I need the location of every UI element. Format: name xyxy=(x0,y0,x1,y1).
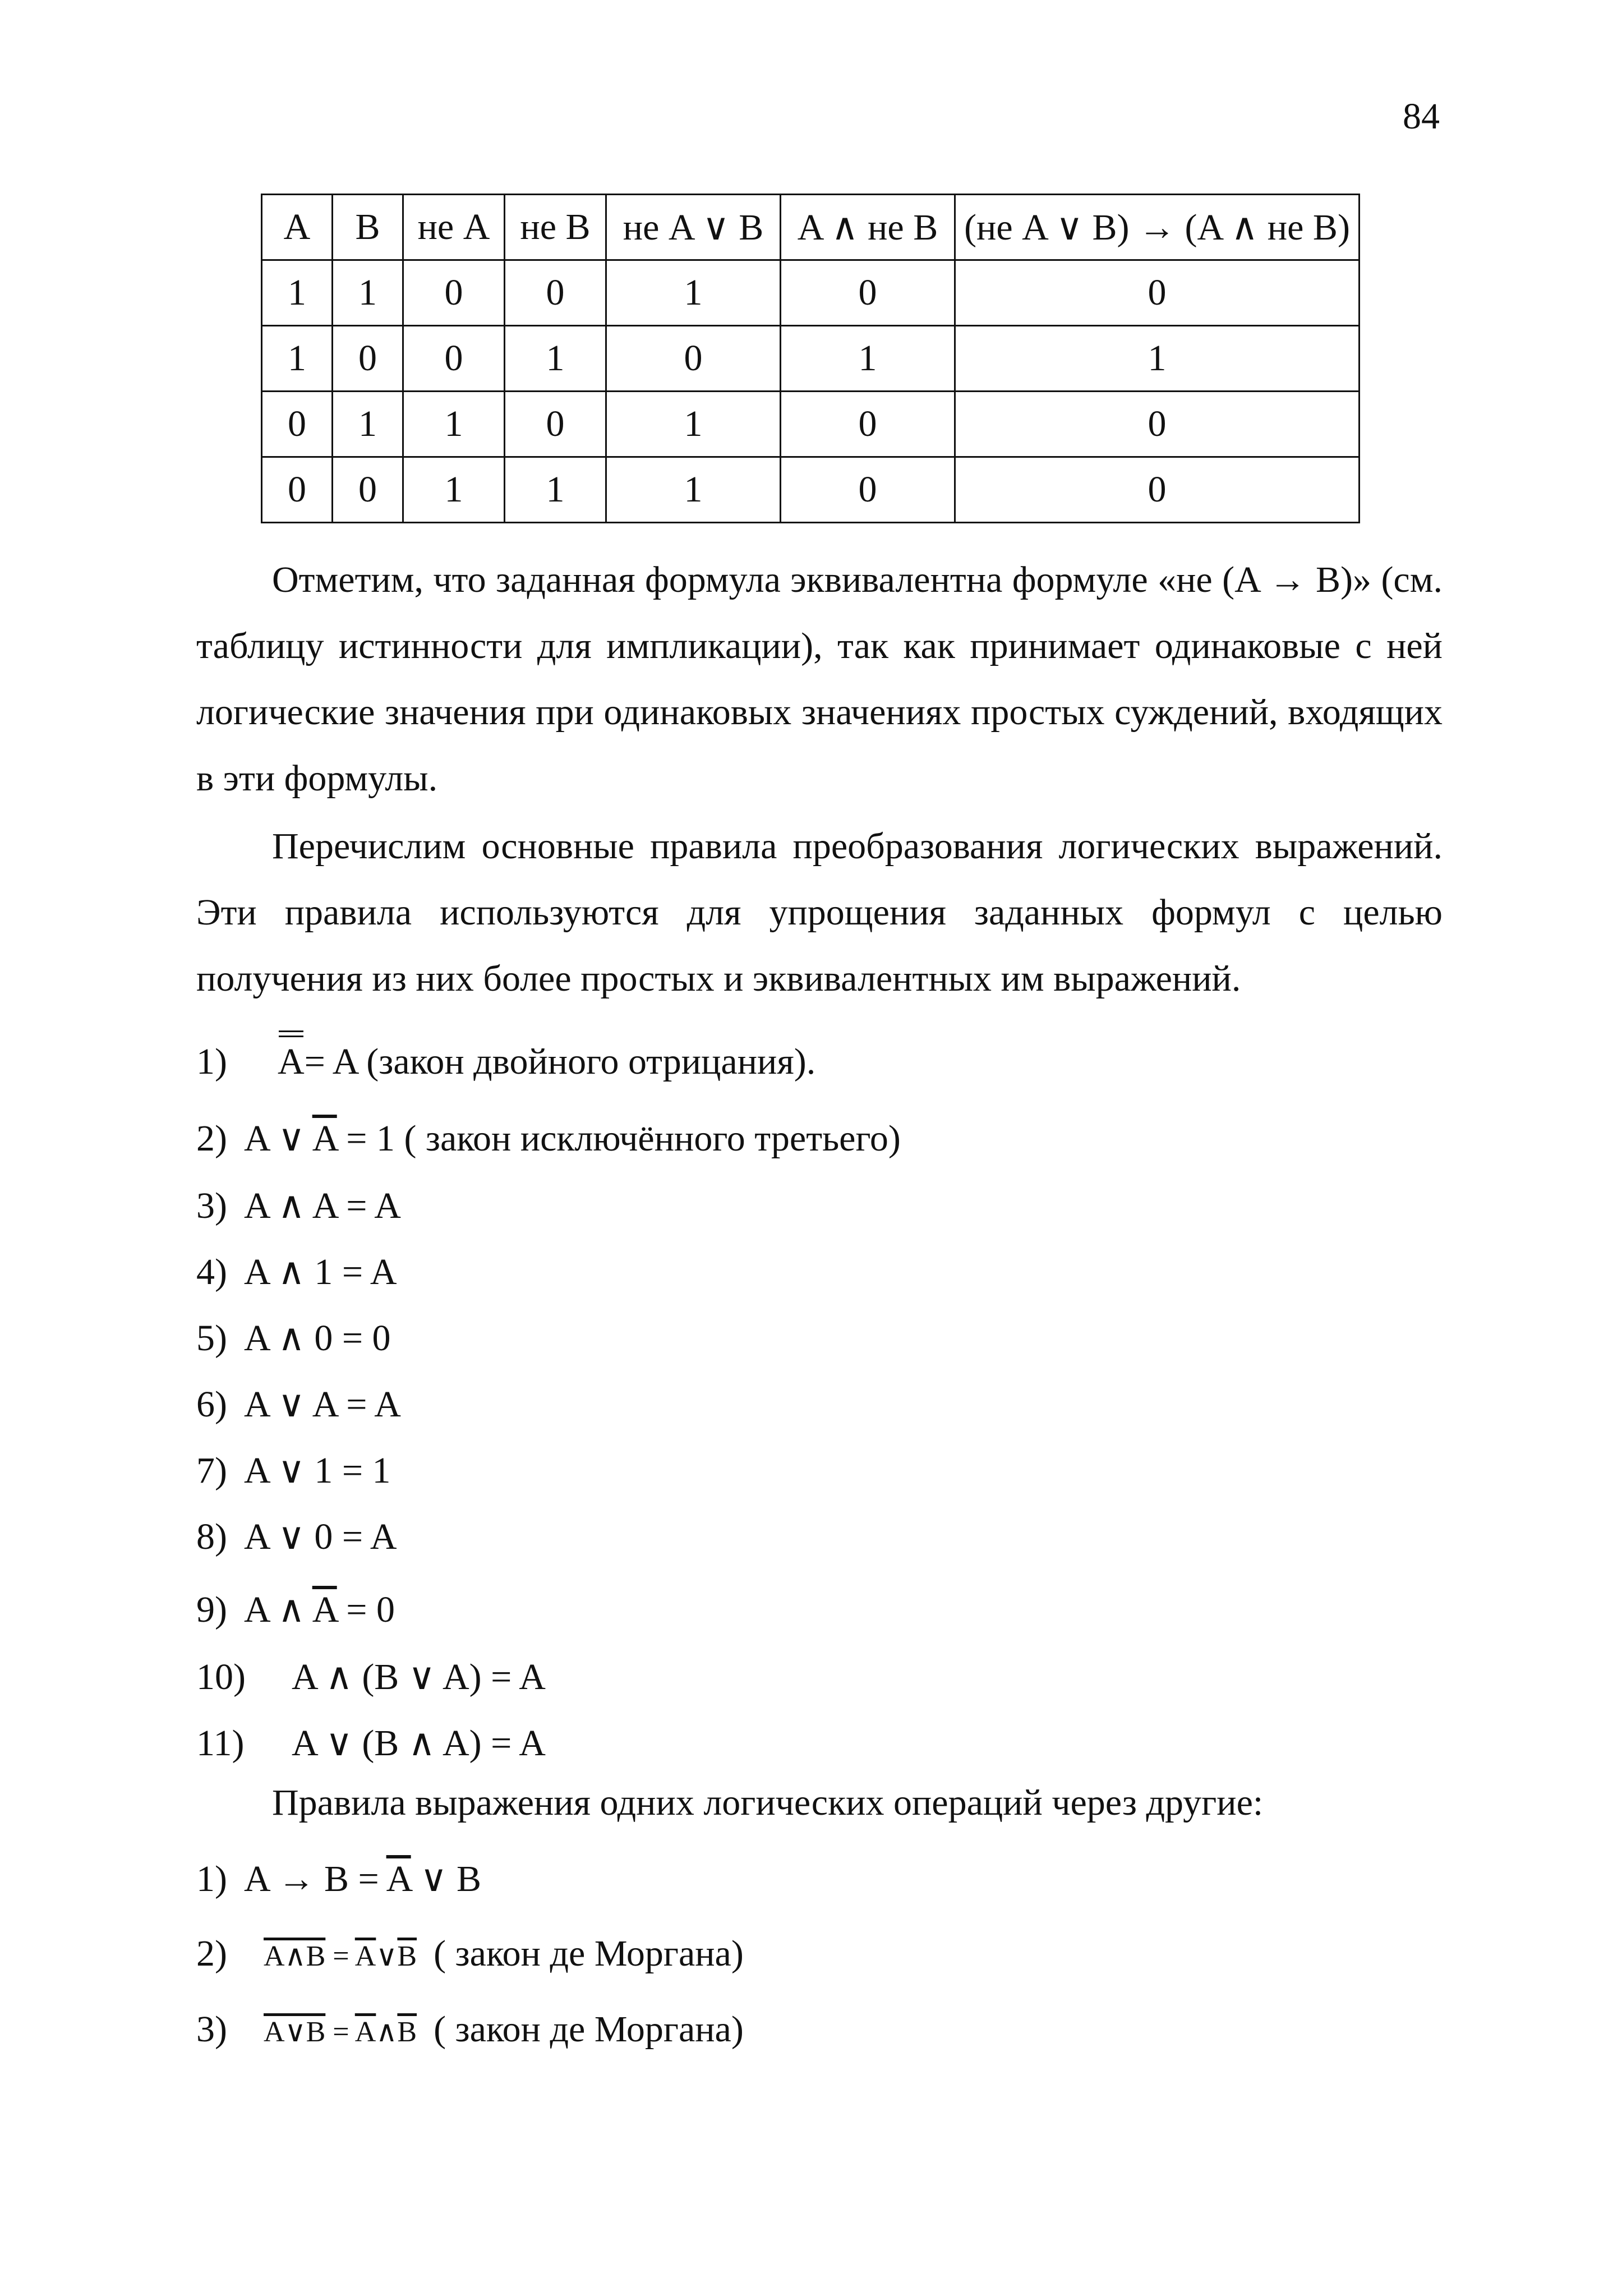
paragraph-rules-intro: Перечислим основные правила преобразования логических выражений. Эти правила используются для упрощения заданных формул с целью получения из них более простых и эквивалентных им выражений. xyxy=(196,826,1443,999)
table-cell: 0 xyxy=(606,326,781,392)
table-cell: 1 xyxy=(403,457,505,523)
table-row xyxy=(262,260,1360,326)
table-cell: 1 xyxy=(262,260,333,326)
table-cell: 0 xyxy=(505,260,606,326)
header-cell: A xyxy=(262,195,333,260)
header-cell: не A ∨ B xyxy=(606,195,781,260)
table-cell: 1 xyxy=(505,326,606,392)
table-cell: 1 xyxy=(606,260,781,326)
table-cell: 0 xyxy=(403,260,505,326)
table-cell: 0 xyxy=(262,457,333,523)
paragraph-op-rules-intro: Правила выражения одних логических операций через другие: xyxy=(272,1782,1264,1823)
table-cell: 0 xyxy=(333,326,403,392)
rule-item: 10) A ∧ (B ∨ A) = A xyxy=(196,1657,546,1697)
paragraph-equivalence: Отметим, что заданная формула эквивалентна формуле «не (A → B)» (см. таблицу истинности для импликации), так как принимает одинаковые с ней логические значения при одинаковых значениях простых суждений, входящих в эти формулы. xyxy=(196,559,1443,799)
table-cell: 0 xyxy=(781,392,955,457)
rule-item: 2) A ∨ $\overline{A} = 1$ ( закон исключённого третьего) xyxy=(196,1118,901,1159)
table-cell: 0 xyxy=(262,392,333,457)
header-cell: не A xyxy=(403,195,505,260)
table-cell: 1 xyxy=(955,326,1360,392)
table-cell: 0 xyxy=(333,457,403,523)
table-header-row xyxy=(262,195,1360,260)
rule-item: 8) A ∨ 0 = A xyxy=(196,1516,397,1557)
table-cell: 1 xyxy=(262,326,333,392)
op-rule-item: 1) $A \to B = \overline{A}$ ∨ B xyxy=(196,1858,481,1899)
table-cell: 1 xyxy=(333,260,403,326)
table-cell: 1 xyxy=(403,392,505,457)
table-cell: 1 xyxy=(333,392,403,457)
rule-item: 7) A ∨ 1 = 1 xyxy=(196,1450,391,1491)
table-cell: 0 xyxy=(781,260,955,326)
rule-item: 11) A ∨ (B ∧ A) = A xyxy=(196,1723,546,1764)
truth-table xyxy=(261,194,1360,523)
rule-item: 1) A= A (закон двойного отрицания). xyxy=(196,1041,816,1082)
table-cell: 0 xyxy=(403,326,505,392)
table-cell: 1 xyxy=(505,457,606,523)
rule-item: 3) A ∧ A = A xyxy=(196,1185,401,1226)
table-row xyxy=(262,457,1360,523)
table-row xyxy=(262,326,1360,392)
page-number: 84 xyxy=(1403,96,1440,137)
header-cell: (не A ∨ B) → (A ∧ не B) xyxy=(955,195,1360,260)
rule-item: 9) A ∧ $\overline{A} = 0$ xyxy=(196,1589,395,1630)
table-row xyxy=(262,392,1360,457)
table-cell: 0 xyxy=(955,260,1360,326)
header-cell: A ∧ не B xyxy=(781,195,955,260)
rule-item: 4) A ∧ 1 = A xyxy=(196,1251,397,1292)
op-rule-item: 3) A∨B = $\overline{A}\wedge\overline{B}$ ( закон де Моргана) xyxy=(196,2009,744,2050)
table-cell: 0 xyxy=(781,457,955,523)
table-cell: 1 xyxy=(606,457,781,523)
table-cell: 1 xyxy=(781,326,955,392)
rule-item: 6) A ∨ A = A xyxy=(196,1384,401,1425)
table-cell: 0 xyxy=(955,457,1360,523)
table-cell: 1 xyxy=(606,392,781,457)
rule-item: 5) A ∧ 0 = 0 xyxy=(196,1318,391,1359)
op-rule-item: 2) A∧B = $\overline{A}\vee\overline{B}$ ( закон де Моргана) xyxy=(196,1933,744,1974)
header-cell: не B xyxy=(505,195,606,260)
table-cell: 0 xyxy=(505,392,606,457)
table-cell: 0 xyxy=(955,392,1360,457)
header-cell: B xyxy=(333,195,403,260)
